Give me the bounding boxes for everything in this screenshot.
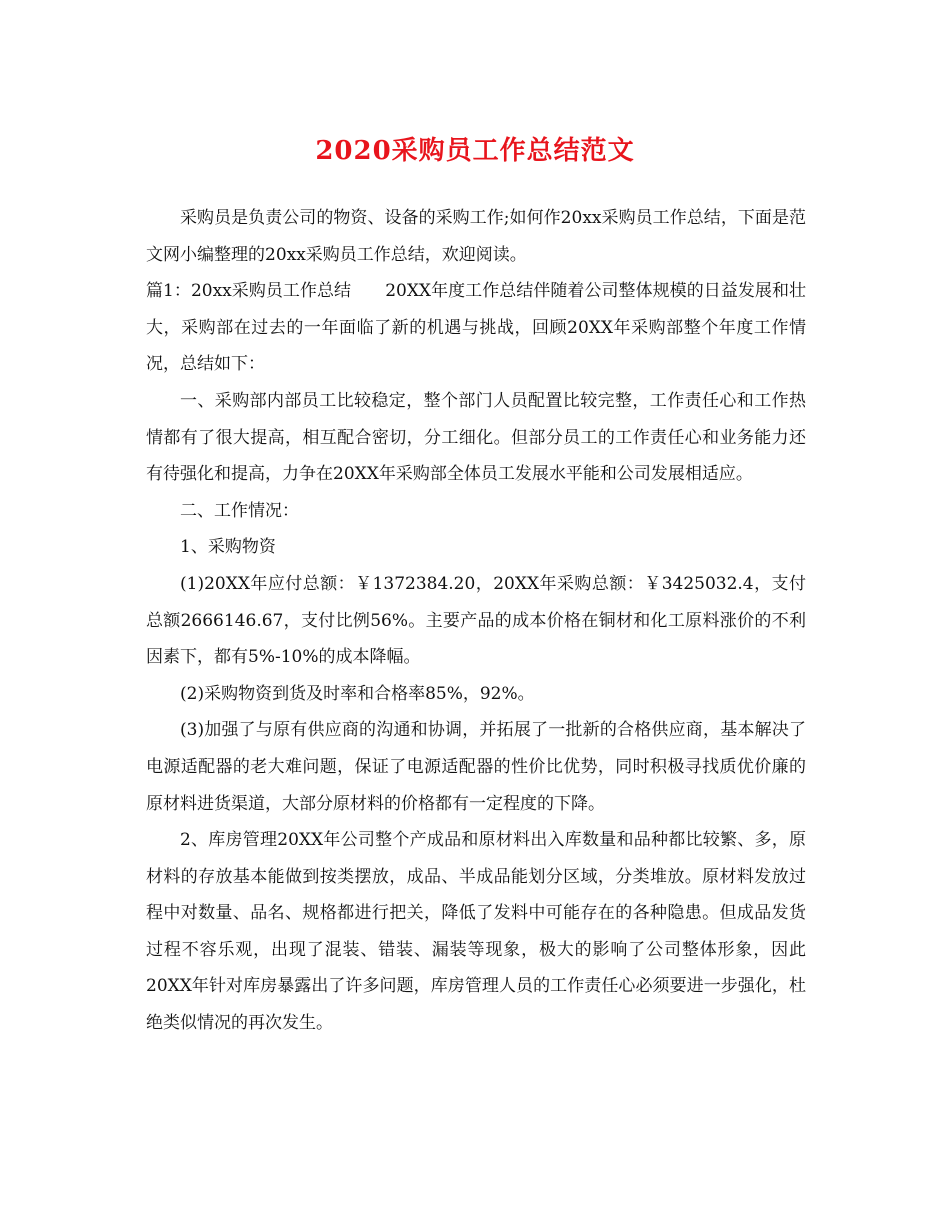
paragraph-subsection-1-heading: 1、采购物资 [180, 537, 276, 558]
paragraph-item-1: (1)20XX年应付总额：￥1372384.20，20XX年采购总额：￥3425032.4，支付总额2666146.67，支付比例56%。主要产品的成本价格在铜材和化工原料涨价的不利因素下，都有5%-10%的成本降幅。 [146, 573, 806, 668]
paragraph-item-3: (3)加强了与原有供应商的沟通和协调，并拓展了一批新的合格供应商，基本解决了电源适配器的老大难问题，保证了电源适配器的性价比优势，同时积极寻找质优价廉的原材料进货渠道，大部分原材料的价格都有一定程度的下降。 [146, 720, 806, 814]
document-body [146, 200, 806, 1042]
paragraph-section-1: 一、采购部内部员工比较稳定，整个部门人员配置比较完整，工作责任心和工作热情都有了很大提高，相互配合密切，分工细化。但部分员工的工作责任心和业务能力还有待强化和提高，力争在20XX年采购部全体员工发展水平能和公司发展相适应。 [146, 390, 806, 485]
paragraph-intro: 采购员是负责公司的物资、设备的采购工作;如何作20xx采购员工作总结，下面是范文网小编整理的20xx采购员工作总结，欢迎阅读。 [146, 208, 806, 265]
paragraph-item-2: (2)采购物资到货及时率和合格率85%，92%。 [180, 683, 535, 704]
paragraph-chapter-1: 篇1：20xx采购员工作总结 20XX年度工作总结伴随着公司整体规模的日益发展和壮大，采购部在过去的一年面临了新的机遇与挑战，回顾20XX年采购部整个年度工作情况，总结如下： [146, 281, 806, 375]
paragraph-section-2-heading: 二、工作情况： [180, 500, 299, 521]
paragraph-subsection-2: 2、库房管理20XX年公司整个产成品和原材料出入库数量和品种都比较繁、多，原材料的存放基本能做到按类摆放，成品、半成品能划分区域，分类堆放。原材料发放过程中对数量、品名、规格都进行把关，降低了发料中可能存在的各种隐患。但成品发货过程不容乐观，出现了混装、错装、漏装等现象，极大的影响了公司整体形象，因此20XX年针对库房暴露出了许多问题，库房管理人员的工作责任心必须要进一步强化，杜绝类似情况的再次发生。 [146, 830, 806, 1034]
document-title: 2020采购员工作总结范文 [315, 136, 635, 166]
